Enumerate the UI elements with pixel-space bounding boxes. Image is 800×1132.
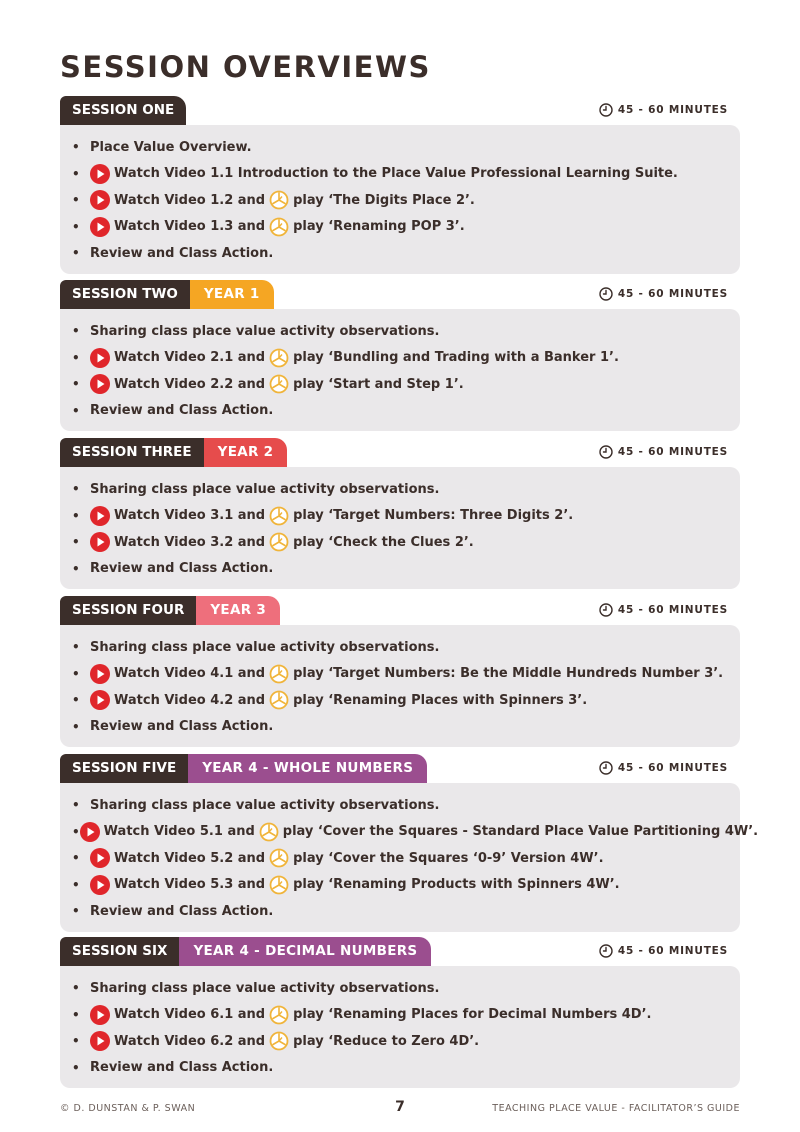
item-text: Review and Class Action. xyxy=(90,403,274,419)
play-video-icon[interactable] xyxy=(90,506,110,526)
item-text: Review and Class Action. xyxy=(90,561,274,577)
item-text: Watch Video 2.1 and xyxy=(114,350,266,366)
list-item xyxy=(72,371,726,398)
list-item xyxy=(72,556,726,583)
item-text: play ‘Renaming Places for Decimal Numbers 4D’. xyxy=(293,1007,652,1023)
item-text: play ‘Reduce to Zero 4D’. xyxy=(293,1033,480,1049)
year-badge: YEAR 2 xyxy=(204,438,288,467)
session-label: SESSION ONE xyxy=(60,96,186,125)
item-text: Watch Video 5.1 and xyxy=(103,824,255,840)
list-item xyxy=(72,503,726,530)
session-box xyxy=(60,966,740,1088)
item-text: Review and Class Action. xyxy=(90,719,274,735)
list-item xyxy=(72,240,726,267)
item-text: play ‘Renaming POP 3’. xyxy=(293,219,465,235)
year-badge: YEAR 3 xyxy=(196,596,280,625)
list-item xyxy=(72,1002,726,1029)
clock-icon xyxy=(599,761,613,775)
duration-text: 45 - 60 MINUTES xyxy=(617,604,728,616)
item-text: Sharing class place value activity observations. xyxy=(90,481,440,497)
play-video-icon[interactable] xyxy=(90,190,110,210)
list-item xyxy=(72,872,726,899)
game-spinner-icon[interactable] xyxy=(269,190,289,210)
list-item xyxy=(72,1028,726,1055)
duration-text: 45 - 60 MINUTES xyxy=(617,288,728,300)
item-text: play ‘Target Numbers: Be the Middle Hundreds Number 3’. xyxy=(293,666,724,682)
item-text: play ‘Cover the Squares ‘0-9’ Version 4W’. xyxy=(293,850,604,866)
bullet: • xyxy=(72,166,80,181)
item-text: Watch Video 1.2 and xyxy=(114,192,266,208)
session-label: SESSION SIX xyxy=(60,937,179,966)
session-box xyxy=(60,125,740,274)
item-text: play ‘Start and Step 1’. xyxy=(293,376,464,392)
item-text: Watch Video 1.3 and xyxy=(114,219,266,235)
item-text: play ‘Bundling and Trading with a Banker 1’. xyxy=(293,350,619,366)
list-item xyxy=(72,714,726,741)
list-item xyxy=(72,898,726,925)
item-text: Watch Video 1.1 Introduction to the Place Value Professional Learning Suite. xyxy=(114,166,678,182)
play-video-icon[interactable] xyxy=(90,1005,110,1025)
item-text: Watch Video 5.3 and xyxy=(114,877,266,893)
duration xyxy=(599,603,728,617)
session-one xyxy=(60,96,740,274)
list-item xyxy=(72,214,726,241)
game-spinner-icon[interactable] xyxy=(269,348,289,368)
item-text: Review and Class Action. xyxy=(90,1060,274,1076)
bullet: • xyxy=(72,798,80,813)
session-tab xyxy=(60,754,427,783)
session-tab xyxy=(60,937,431,966)
list-item xyxy=(72,634,726,661)
game-spinner-icon[interactable] xyxy=(269,217,289,237)
game-spinner-icon[interactable] xyxy=(269,532,289,552)
item-text: Review and Class Action. xyxy=(90,903,274,919)
list-item xyxy=(72,134,726,161)
session-four xyxy=(60,596,740,747)
item-text: Sharing class place value activity observations. xyxy=(90,323,440,339)
clock-icon xyxy=(599,287,613,301)
duration xyxy=(599,944,728,958)
play-video-icon[interactable] xyxy=(90,164,110,184)
bullet: • xyxy=(72,508,80,523)
duration xyxy=(599,445,728,459)
item-text: Watch Video 6.1 and xyxy=(114,1007,266,1023)
list-item xyxy=(72,845,726,872)
duration-text: 45 - 60 MINUTES xyxy=(617,104,728,116)
duration xyxy=(599,103,728,117)
bullet: • xyxy=(72,1007,80,1022)
game-spinner-icon[interactable] xyxy=(269,1031,289,1051)
list-item xyxy=(72,476,726,503)
bullet: • xyxy=(72,693,80,708)
session-label: SESSION FOUR xyxy=(60,596,196,625)
session-label: SESSION TWO xyxy=(60,280,190,309)
play-video-icon[interactable] xyxy=(90,348,110,368)
duration-text: 45 - 60 MINUTES xyxy=(617,945,728,957)
duration xyxy=(599,287,728,301)
duration-text: 45 - 60 MINUTES xyxy=(617,446,728,458)
item-text: play ‘Target Numbers: Three Digits 2’. xyxy=(293,508,574,524)
item-text: Review and Class Action. xyxy=(90,245,274,261)
page-number: 7 xyxy=(395,1099,405,1115)
clock-icon xyxy=(599,103,613,117)
bullet: • xyxy=(72,377,80,392)
item-text: Watch Video 5.2 and xyxy=(114,850,266,866)
item-text: Place Value Overview. xyxy=(90,139,252,155)
item-text: play ‘Check the Clues 2’. xyxy=(293,534,474,550)
item-text: Watch Video 4.2 and xyxy=(114,692,266,708)
item-text: play ‘Renaming Products with Spinners 4W’. xyxy=(293,877,620,893)
clock-icon xyxy=(599,603,613,617)
bullet: • xyxy=(72,666,80,681)
item-text: Watch Video 3.2 and xyxy=(114,534,266,550)
bullet: • xyxy=(72,1060,80,1075)
item-text: Watch Video 3.1 and xyxy=(114,508,266,524)
bullet: • xyxy=(72,904,80,919)
session-box xyxy=(60,783,759,932)
session-box xyxy=(60,467,740,589)
item-text: Watch Video 2.2 and xyxy=(114,376,266,392)
session-tab xyxy=(60,596,280,625)
session-three xyxy=(60,438,740,589)
session-tab xyxy=(60,280,274,309)
bullet: • xyxy=(72,350,80,365)
list-item xyxy=(72,187,726,214)
game-spinner-icon[interactable] xyxy=(269,664,289,684)
bullet: • xyxy=(72,851,80,866)
bullet: • xyxy=(72,193,80,208)
item-text: Sharing class place value activity observations. xyxy=(90,639,440,655)
game-spinner-icon[interactable] xyxy=(269,848,289,868)
bullet: • xyxy=(72,535,80,550)
list-item xyxy=(72,792,726,819)
year-badge: YEAR 4 - WHOLE NUMBERS xyxy=(188,754,427,783)
session-box xyxy=(60,625,740,747)
session-five xyxy=(60,754,759,932)
year-badge: YEAR 1 xyxy=(190,280,274,309)
item-text: play ‘The Digits Place 2’. xyxy=(293,192,475,208)
game-spinner-icon[interactable] xyxy=(269,690,289,710)
bullet: • xyxy=(72,877,80,892)
item-text: play ‘Renaming Places with Spinners 3’. xyxy=(293,692,588,708)
session-label: SESSION THREE xyxy=(60,438,204,467)
game-spinner-icon[interactable] xyxy=(269,374,289,394)
list-item xyxy=(72,345,726,372)
play-video-icon[interactable] xyxy=(90,664,110,684)
play-video-icon[interactable] xyxy=(90,532,110,552)
page-title: SESSION OVERVIEWS xyxy=(60,50,431,84)
guide-title: TEACHING PLACE VALUE - FACILITATOR’S GUIDE xyxy=(492,1103,740,1114)
session-two xyxy=(60,280,740,431)
year-badge: YEAR 4 - DECIMAL NUMBERS xyxy=(179,937,431,966)
bullet: • xyxy=(72,140,80,155)
item-text: Sharing class place value activity observations. xyxy=(90,980,440,996)
session-six xyxy=(60,937,740,1088)
list-item xyxy=(72,1055,726,1082)
item-text: Sharing class place value activity observations. xyxy=(90,797,440,813)
session-box xyxy=(60,309,740,431)
list-item xyxy=(72,318,726,345)
clock-icon xyxy=(599,445,613,459)
list-item xyxy=(72,687,726,714)
bullet: • xyxy=(72,403,80,418)
game-spinner-icon[interactable] xyxy=(269,506,289,526)
list-item xyxy=(72,661,726,688)
duration-text: 45 - 60 MINUTES xyxy=(617,762,728,774)
item-text: play ‘Cover the Squares - Standard Place Value Partitioning 4W’. xyxy=(282,824,759,840)
play-video-icon[interactable] xyxy=(80,822,100,842)
bullet: • xyxy=(72,1034,80,1049)
bullet: • xyxy=(72,324,80,339)
list-item xyxy=(72,819,759,846)
duration xyxy=(599,761,728,775)
session-tab xyxy=(60,438,287,467)
list-item xyxy=(72,975,726,1002)
play-video-icon[interactable] xyxy=(90,1031,110,1051)
play-video-icon[interactable] xyxy=(90,875,110,895)
session-tab xyxy=(60,96,186,125)
bullet: • xyxy=(72,981,80,996)
item-text: Watch Video 6.2 and xyxy=(114,1033,266,1049)
list-item xyxy=(72,529,726,556)
bullet: • xyxy=(72,824,80,839)
bullet: • xyxy=(72,482,80,497)
play-video-icon[interactable] xyxy=(90,848,110,868)
clock-icon xyxy=(599,944,613,958)
bullet: • xyxy=(72,246,80,261)
copyright: © D. DUNSTAN & P. SWAN xyxy=(60,1103,196,1114)
bullet: • xyxy=(72,561,80,576)
page-footer xyxy=(60,1100,740,1116)
list-item xyxy=(72,398,726,425)
bullet: • xyxy=(72,640,80,655)
play-video-icon[interactable] xyxy=(90,374,110,394)
bullet: • xyxy=(72,219,80,234)
item-text: Watch Video 4.1 and xyxy=(114,666,266,682)
play-video-icon[interactable] xyxy=(90,217,110,237)
bullet: • xyxy=(72,719,80,734)
game-spinner-icon[interactable] xyxy=(269,875,289,895)
play-video-icon[interactable] xyxy=(90,690,110,710)
game-spinner-icon[interactable] xyxy=(269,1005,289,1025)
session-label: SESSION FIVE xyxy=(60,754,188,783)
game-spinner-icon[interactable] xyxy=(259,822,279,842)
list-item xyxy=(72,161,726,188)
